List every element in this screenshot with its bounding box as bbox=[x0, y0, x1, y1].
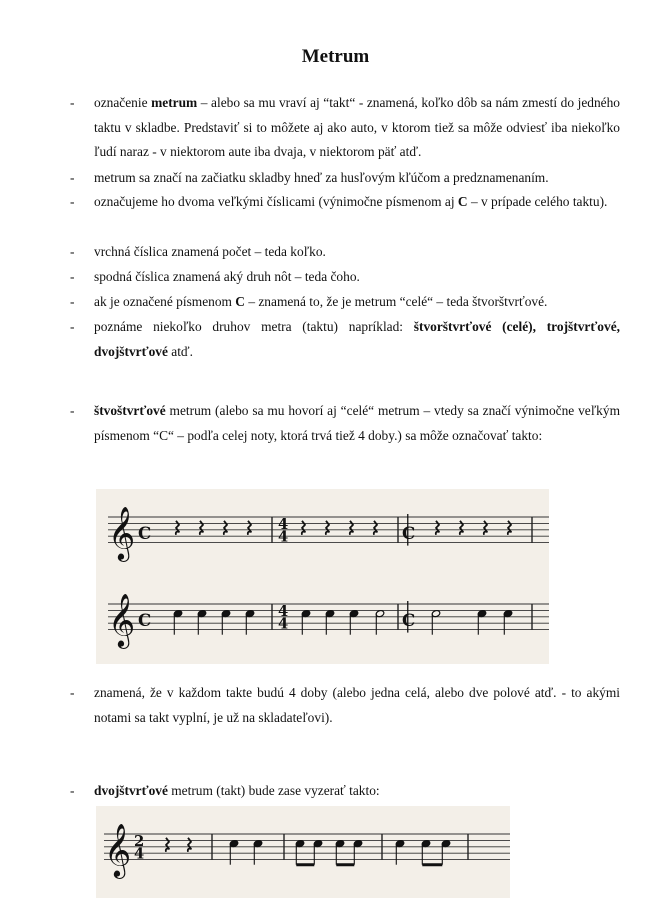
bold-text: štvorštvrťové (celé), trojštvrťové, dvojštvrťové bbox=[94, 319, 620, 359]
text-run: znamená, že v každom takte budú 4 doby (alebo jedna celá, alebo dve polové atď. - to akými notami sa takt vyplní, je už na skladateľovi). bbox=[94, 685, 620, 725]
quarter-rest bbox=[460, 521, 463, 535]
score-two-four bbox=[96, 806, 510, 898]
quarter-rest bbox=[374, 521, 377, 535]
text-run: atď. bbox=[167, 343, 193, 359]
text-run: – znamená to, že je metrum “celé“ – teda štvorštvrťové. bbox=[244, 294, 548, 309]
bullet-item bbox=[70, 315, 620, 364]
bullet-dash: - bbox=[70, 95, 75, 110]
time-signature-top: 2 bbox=[134, 832, 145, 850]
bullet-text bbox=[94, 240, 620, 265]
time-signature-bottom: 4 bbox=[278, 528, 289, 546]
quarter-rest bbox=[176, 521, 179, 535]
text-run: – alebo sa mu vraví aj “takt“ - znamená, koľko dôb sa nám zmestí do jedného taktu v skladbe. Predstaviť si to môžete aj ako auto, v ktorom tiež sa môže odviesť iba niekoľko ľudí naraz - v niektorom aute iba dvaja, v niektorom päť atď. bbox=[94, 95, 620, 160]
quarter-rest bbox=[166, 838, 169, 852]
bullet-dash: - bbox=[70, 269, 75, 284]
bullet-dash: - bbox=[70, 170, 75, 185]
bullet-item bbox=[70, 779, 620, 804]
time-signature-bottom: 4 bbox=[278, 615, 289, 633]
bold-text: metrum bbox=[151, 95, 198, 110]
time-signature-top: 4 bbox=[278, 602, 289, 620]
bold-text: C bbox=[457, 194, 468, 209]
bullet-text bbox=[94, 290, 620, 315]
text-run: vrchná číslica znamená počet – teda koľko. bbox=[94, 244, 326, 259]
treble-clef: 𝄞 bbox=[108, 592, 136, 647]
bullet-item bbox=[70, 290, 620, 315]
text-run: metrum (alebo sa mu hovorí aj “celé“ metrum – vtedy sa značí výnimočne veľkým písmenom “C“ – podľa celej noty, ktorá trvá tiež 4 doby.) sa môže označovať takto: bbox=[94, 403, 620, 443]
bold-text: štvoštvrťové bbox=[94, 403, 166, 418]
time-signature-bottom: 4 bbox=[134, 845, 145, 863]
text-run: označenie bbox=[94, 95, 152, 110]
quarter-rest bbox=[508, 521, 511, 535]
bullet-item bbox=[70, 265, 620, 290]
treble-clef: 𝄞 bbox=[108, 505, 136, 560]
text-run: metrum sa značí na začiatku skladby hneď za husľovým kľúčom a predznamenaním. bbox=[94, 170, 549, 185]
bullet-dash: - bbox=[70, 244, 75, 259]
text-run: – v prípade celého taktu). bbox=[467, 194, 608, 209]
bullet-dash: - bbox=[70, 783, 75, 798]
bullet-text bbox=[94, 681, 620, 730]
bullet-dash: - bbox=[70, 403, 75, 418]
bullet-item bbox=[70, 240, 620, 265]
page-title: Metrum bbox=[301, 46, 370, 67]
bullet-text bbox=[94, 315, 620, 364]
bullet-dash: - bbox=[70, 685, 75, 700]
score-four-four-image bbox=[96, 489, 549, 664]
text-run: označujeme ho dvoma veľkými číslicami (výnimočne písmenom aj bbox=[94, 194, 458, 209]
bold-text: dvojštvrťové bbox=[94, 783, 168, 798]
text-run: spodná číslica znamená aký druh nôt – teda čoho. bbox=[94, 269, 360, 284]
quarter-rest bbox=[302, 521, 305, 535]
text-run: ak je označené písmenom bbox=[94, 294, 236, 309]
bullet-text bbox=[94, 166, 620, 191]
quarter-rest bbox=[436, 521, 439, 535]
cut-time-symbol: C bbox=[402, 523, 416, 544]
bullet-text bbox=[94, 779, 620, 804]
bullet-dash: - bbox=[70, 294, 75, 309]
bullet-text bbox=[94, 190, 620, 215]
quarter-rest bbox=[200, 521, 203, 535]
quarter-rest bbox=[224, 521, 227, 535]
bullet-dash: - bbox=[70, 194, 75, 209]
quarter-rest bbox=[188, 838, 191, 852]
quarter-rest bbox=[248, 521, 251, 535]
bullet-item bbox=[70, 190, 620, 215]
quarter-rest bbox=[326, 521, 329, 535]
treble-clef: 𝄞 bbox=[104, 822, 132, 877]
cut-time-symbol: C bbox=[402, 610, 416, 631]
score-four-four bbox=[96, 489, 549, 664]
text-run: metrum (takt) bude zase vyzerať takto: bbox=[167, 783, 380, 798]
bold-text: C bbox=[235, 294, 245, 309]
quarter-rest bbox=[350, 521, 353, 535]
bullet-text bbox=[94, 91, 620, 165]
bullet-text bbox=[94, 399, 620, 448]
score-two-four-image bbox=[96, 806, 510, 898]
text-run: poznáme niekoľko druhov metra (taktu) napríklad: bbox=[94, 319, 414, 334]
bullet-item bbox=[70, 91, 620, 165]
common-time-symbol: C bbox=[138, 610, 152, 631]
bullet-item bbox=[70, 681, 620, 730]
bullet-text bbox=[94, 265, 620, 290]
bullet-item bbox=[70, 166, 620, 191]
quarter-rest bbox=[484, 521, 487, 535]
bullet-item bbox=[70, 399, 620, 448]
common-time-symbol: C bbox=[138, 523, 152, 544]
time-signature-top: 4 bbox=[278, 515, 289, 533]
bullet-dash: - bbox=[70, 319, 75, 334]
